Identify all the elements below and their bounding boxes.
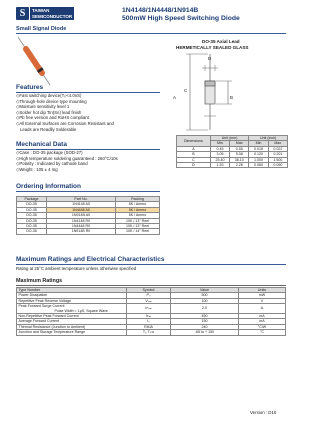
ordering-underline xyxy=(16,191,160,192)
min-header: Min xyxy=(249,141,268,146)
feature-item: ◇Through-hole device type mounting xyxy=(16,98,87,104)
mechanical-item: ◇Case : DO-35 package (SOD-27) xyxy=(16,150,83,155)
dim-label-a: A xyxy=(173,95,177,100)
table-row: Non-Repetitive Peak Forward Current Iꜰₘ 450 mA xyxy=(17,314,286,319)
table-row: DO-35 1N4448 A0 5K / Ammo xyxy=(17,207,160,212)
ratings-section-underline xyxy=(16,264,286,265)
ratings-note: Rating at 25°C ambient temperature unless otherwise specified xyxy=(16,266,137,271)
table-row: DO-35 1N4448 R0 10K / 13" Reel xyxy=(17,224,160,229)
part-numbers-title: 1N4148/1N4448/1N914B xyxy=(122,7,199,14)
product-subtitle: 500mW High Speed Switching Diode xyxy=(122,15,240,22)
type-number-header: Type Number xyxy=(17,288,127,293)
table-row: B 3.05 5.08 0.120 0.201 xyxy=(177,152,288,157)
diode-photo xyxy=(14,35,54,87)
part-no-header: Part No. xyxy=(47,197,116,202)
table-row: C 25.40 38.10 1.000 1.500 xyxy=(177,157,288,162)
features-title: Features xyxy=(16,84,44,91)
feature-item: ◇Pb free version and RoHS compliant xyxy=(16,115,89,121)
ratings-section-title: Maximum Ratings and Electrical Characteristics xyxy=(16,256,165,263)
min-header: Min xyxy=(210,141,229,146)
max-ratings-underline xyxy=(16,285,286,286)
mechanical-list xyxy=(16,150,118,172)
dimensions-header: Dimensions xyxy=(177,136,211,147)
mechanical-item: ◇Weight : 105 ± 4 mg xyxy=(16,166,58,172)
unit-inch-header: Unit (inch) xyxy=(249,136,288,141)
dim-label-c: C xyxy=(184,88,188,93)
version-label: Version : D10 xyxy=(250,410,277,415)
table-row: Junction and Storage Temperature Range Tⱼ, Tₛₜɢ -65 to + 150 °C xyxy=(17,330,286,335)
feature-item: ◇Fast switching device(Tᵣᵣ<4.0nS) xyxy=(16,93,82,98)
max-ratings-title: Maximum Ratings xyxy=(16,278,63,284)
max-header: Max xyxy=(230,141,249,146)
table-row: Thermal Resistance (Junction to Ambient) RθJA 240 °C/W xyxy=(17,324,286,329)
header-divider xyxy=(16,33,286,34)
units-header: Units xyxy=(239,288,286,293)
company-name-line1: TAIWAN xyxy=(32,8,50,13)
table-row: Repetitive Peak Reverse Voltage Vᵣᵣₘ 100 V xyxy=(17,298,286,303)
ordering-title: Ordering Information xyxy=(16,183,81,190)
feature-item: ◇All External Surfaces are Corrosion Resistant and xyxy=(16,120,114,126)
table-row: DO-35 1N4148 A0 5K / Ammo xyxy=(17,202,160,207)
mechanical-item: ◇Polarity : Indicated by cathode band xyxy=(16,161,88,167)
category-label: Small Signal Diode xyxy=(16,26,67,32)
ordering-table xyxy=(16,196,160,235)
table-row: D 1.53 2.28 0.060 0.090 xyxy=(177,163,288,168)
features-list xyxy=(16,93,114,132)
package-type: DO-35 Axial Lead xyxy=(202,39,240,44)
packing-header: Packing xyxy=(116,197,160,202)
symbol-header: Symbol xyxy=(127,288,171,293)
unit-mm-header: Unit (mm) xyxy=(210,136,249,141)
package-header: Package xyxy=(17,197,47,202)
company-name-line2: SEMICONDUCTOR xyxy=(32,13,73,19)
table-row: Power Dissipation P₀ 500 mW xyxy=(17,293,286,298)
dim-label-b: B xyxy=(230,95,234,100)
max-ratings-table xyxy=(16,287,286,336)
company-logo-glyph: S xyxy=(19,8,26,19)
table-row: A 0.45 0.55 0.018 0.022 xyxy=(177,146,288,151)
package-outline-drawing xyxy=(164,52,274,132)
dimensions-table xyxy=(176,135,288,168)
feature-item: ◇Moisture sensitivity level 1 xyxy=(16,104,70,110)
package-seal: HERMETICALLY SEALED GLASS xyxy=(176,45,249,50)
feature-item: Leads are Readily Solderable xyxy=(20,126,77,132)
dim-label-d: D xyxy=(208,56,212,61)
table-row: DO-35 1N914B A0 5K / Ammo xyxy=(17,213,160,218)
table-row: Average Forward Current I₀ 150 mA xyxy=(17,319,286,324)
table-row: DO-35 1N4148 R0 10K / 13" Reel xyxy=(17,218,160,223)
max-header: Max xyxy=(268,141,287,146)
value-header: Value xyxy=(171,288,239,293)
table-row: DO-35 1N914B R0 10K / 14" Reel xyxy=(17,229,160,234)
table-row: Peak Forward Surge Current Pulse Width = 1μS, Square Wave Iꜰₛₘ 2.0 A xyxy=(17,304,286,314)
mechanical-item: ◇High temperature soldering guaranteed : 260°C/10s xyxy=(16,155,118,161)
feature-item: ◇Solder hot dip Tin(Sn) lead finish xyxy=(16,109,82,115)
mechanical-title: Mechanical Data xyxy=(16,141,67,148)
